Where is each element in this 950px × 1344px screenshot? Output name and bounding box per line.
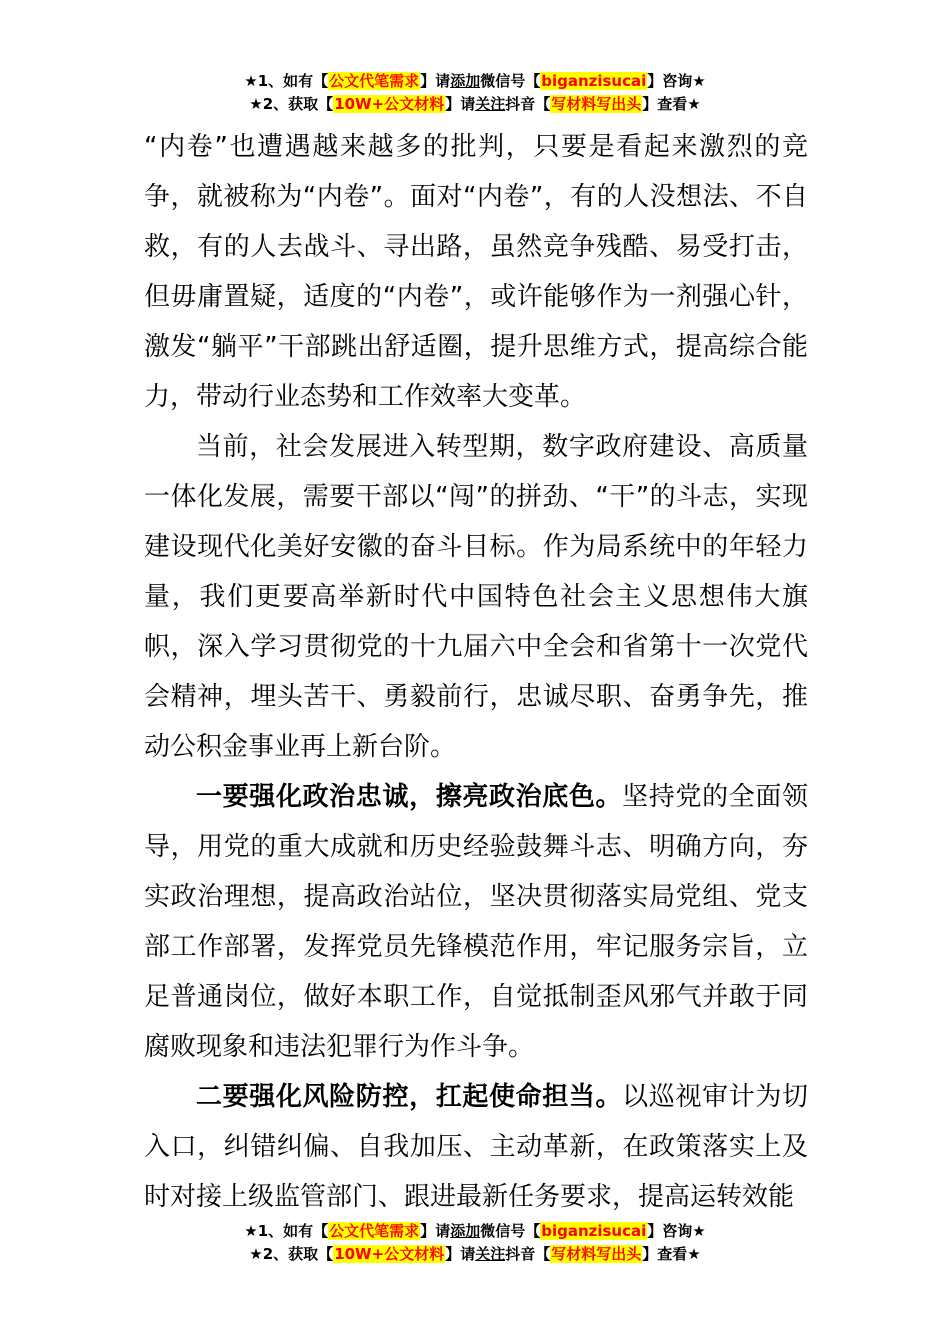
paragraph-text: “内卷”也遭遇越来越多的批判，只要是看起来激烈的竞争，就被称为“内卷”。面对“内卷”，有的人没想法、不自救，有的人去战斗、寻出路，虽然竞争残酷、易受打击，但毋庸置疑，适度的“内卷”，或许能够作为一剂强心针，激发“躺平”干部跳出舒适圈，提升思维方式，提高综合能力，带动行业态势和工作效率大变革。 — [144, 132, 808, 412]
header-banner — [0, 71, 950, 117]
banner-highlight: 10W+公文材料 — [334, 1245, 445, 1263]
paragraph-2 — [144, 422, 808, 772]
banner-highlight: biganzisucai — [541, 1222, 647, 1240]
banner-text: 】查看★ — [642, 1245, 701, 1263]
banner-text: 抖音【 — [505, 1245, 551, 1263]
paragraph-text: 坚持党的全面领导，用党的重大成就和历史经验鼓舞斗志、明确方向，夯实政治理想，提高政治站位，坚决贯彻落实局党组、党支部工作部署，发挥党员先锋模范作用，牢记服务宗旨，立足普通岗位，做好本职工作，自觉抵制歪风邪气并敢于同腐败现象和违法犯罪行为作斗争。 — [144, 782, 808, 1062]
banner-text: ★2、获取【 — [249, 95, 334, 113]
banner-underline: 添加 — [450, 1222, 481, 1240]
banner-text: 】咨询★ — [647, 1222, 706, 1240]
banner-text: 】请 — [420, 72, 451, 90]
document-body — [144, 122, 808, 1222]
banner-text: 微信号【 — [480, 72, 541, 90]
banner-line-2 — [0, 1244, 950, 1267]
banner-text: 】咨询★ — [647, 72, 706, 90]
banner-text: ★1、如有【 — [244, 1222, 329, 1240]
banner-line-1 — [0, 71, 950, 94]
banner-line-1 — [0, 1221, 950, 1244]
banner-text: 】查看★ — [642, 95, 701, 113]
banner-highlight: 写材料写出头 — [551, 95, 642, 113]
paragraph-3 — [144, 772, 808, 1072]
paragraph-1 — [144, 122, 808, 422]
paragraph-4 — [144, 1072, 808, 1222]
banner-underline: 关注 — [475, 95, 506, 113]
banner-highlight: 10W+公文材料 — [334, 95, 445, 113]
banner-underline: 关注 — [475, 1245, 506, 1263]
banner-text: ★2、获取【 — [249, 1245, 334, 1263]
banner-text: 微信号【 — [480, 1222, 541, 1240]
banner-line-2 — [0, 94, 950, 117]
banner-highlight: 写材料写出头 — [551, 1245, 642, 1263]
paragraph-text: 当前，社会发展进入转型期，数字政府建设、高质量一体化发展，需要干部以“闯”的拼劲、“干”的斗志，实现建设现代化美好安徽的奋斗目标。作为局系统中的年轻力量，我们更要高举新时代中国特色社会主义思想伟大旗帜，深入学习贯彻党的十九届六中全会和省第十一次党代会精神，埋头苦干、勇毅前行，忠诚尽职、奋勇争先，推动公积金事业再上新台阶。 — [144, 432, 808, 762]
banner-highlight: biganzisucai — [541, 72, 647, 90]
banner-text: 抖音【 — [505, 95, 551, 113]
banner-text: 】请 — [420, 1222, 451, 1240]
banner-text: 】请 — [445, 1245, 476, 1263]
paragraph-lead: 二要强化风险防控，扛起使命担当。 — [196, 1082, 623, 1112]
banner-underline: 添加 — [450, 72, 481, 90]
footer-banner — [0, 1221, 950, 1267]
banner-highlight: 公文代笔需求 — [329, 72, 420, 90]
banner-text: ★1、如有【 — [244, 72, 329, 90]
paragraph-text: 以巡视审计为切入口，纠错纠偏、自我加压、主动革新，在政策落实上及时对接上级监管部门、跟进最新任务要求，提高运转效能 — [144, 1082, 808, 1212]
banner-text: 】请 — [445, 95, 476, 113]
banner-highlight: 公文代笔需求 — [329, 1222, 420, 1240]
paragraph-lead: 一要强化政治忠诚，擦亮政治底色。 — [196, 782, 623, 812]
